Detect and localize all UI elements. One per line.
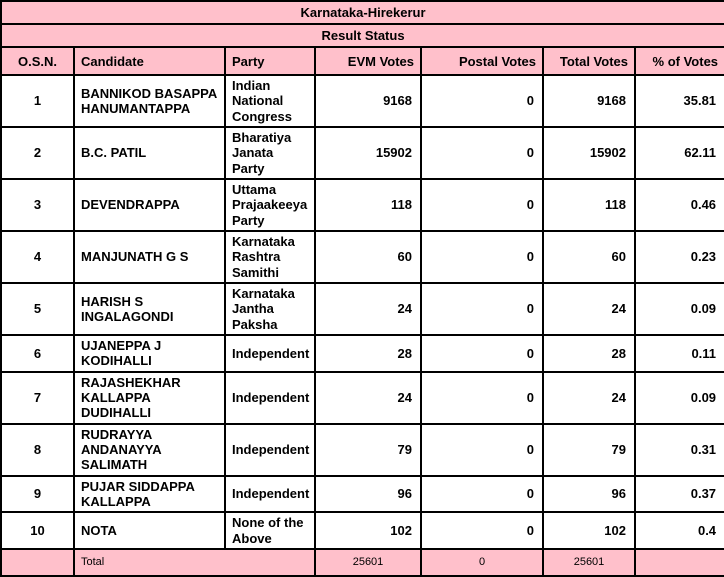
party-cell: Karnataka Rashtra Samithi: [225, 231, 315, 283]
total-votes-cell: 9168: [543, 75, 635, 127]
postal-votes-cell: 0: [421, 512, 543, 549]
postal-votes-cell: 0: [421, 372, 543, 424]
header-party: Party: [225, 47, 315, 75]
result-status-label: Result Status: [1, 24, 724, 47]
constituency-title: Karnataka-Hirekerur: [1, 1, 724, 24]
osn-cell: 5: [1, 283, 74, 335]
postal-votes-cell: 0: [421, 179, 543, 231]
candidate-cell: B.C. PATIL: [74, 127, 225, 179]
party-cell: Indian National Congress: [225, 75, 315, 127]
pct-votes-cell: 0.46: [635, 179, 724, 231]
osn-cell: 9: [1, 476, 74, 513]
osn-cell: 3: [1, 179, 74, 231]
total-evm-votes-cell: 25601: [315, 549, 421, 576]
osn-cell: 6: [1, 335, 74, 372]
evm-votes-cell: 79: [315, 424, 421, 476]
osn-cell: 8: [1, 424, 74, 476]
postal-votes-cell: 0: [421, 75, 543, 127]
pct-votes-cell: 35.81: [635, 75, 724, 127]
postal-votes-cell: 0: [421, 127, 543, 179]
evm-votes-cell: 118: [315, 179, 421, 231]
party-cell: Karnataka Jantha Paksha: [225, 283, 315, 335]
header-candidate: Candidate: [74, 47, 225, 75]
table-row: [1, 335, 724, 372]
postal-votes-cell: 0: [421, 231, 543, 283]
table-row: [1, 75, 724, 127]
total-votes-cell: 28: [543, 335, 635, 372]
evm-votes-cell: 60: [315, 231, 421, 283]
osn-cell: 1: [1, 75, 74, 127]
header-osn: O.S.N.: [1, 47, 74, 75]
evm-votes-cell: 96: [315, 476, 421, 513]
osn-cell: 4: [1, 231, 74, 283]
pct-votes-cell: 62.11: [635, 127, 724, 179]
postal-votes-cell: 0: [421, 424, 543, 476]
candidate-cell: MANJUNATH G S: [74, 231, 225, 283]
table-row: [1, 476, 724, 513]
column-header-row: [1, 47, 724, 75]
pct-votes-cell: 0.09: [635, 283, 724, 335]
total-pct-cell: [635, 549, 724, 576]
party-cell: Independent: [225, 476, 315, 513]
header-evm-votes: EVM Votes: [315, 47, 421, 75]
postal-votes-cell: 0: [421, 476, 543, 513]
pct-votes-cell: 0.4: [635, 512, 724, 549]
pct-votes-cell: 0.37: [635, 476, 724, 513]
total-votes-cell: 96: [543, 476, 635, 513]
total-votes-cell: 24: [543, 372, 635, 424]
pct-votes-cell: 0.11: [635, 335, 724, 372]
table-row: [1, 179, 724, 231]
candidate-cell: RUDRAYYA ANDANAYYA SALIMATH: [74, 424, 225, 476]
osn-cell: 10: [1, 512, 74, 549]
total-total-votes-cell: 25601: [543, 549, 635, 576]
evm-votes-cell: 28: [315, 335, 421, 372]
total-row: [1, 549, 724, 576]
total-votes-cell: 102: [543, 512, 635, 549]
evm-votes-cell: 24: [315, 372, 421, 424]
postal-votes-cell: 0: [421, 335, 543, 372]
title-row: [1, 1, 724, 24]
candidate-cell: BANNIKOD BASAPPA HANUMANTAPPA: [74, 75, 225, 127]
table-row: [1, 231, 724, 283]
evm-votes-cell: 102: [315, 512, 421, 549]
candidate-cell: NOTA: [74, 512, 225, 549]
table-row: [1, 424, 724, 476]
total-osn-cell: [1, 549, 74, 576]
osn-cell: 2: [1, 127, 74, 179]
candidate-cell: PUJAR SIDDAPPA KALLAPPA: [74, 476, 225, 513]
status-row: [1, 24, 724, 47]
candidate-cell: HARISH S INGALAGONDI: [74, 283, 225, 335]
header-total-votes: Total Votes: [543, 47, 635, 75]
evm-votes-cell: 24: [315, 283, 421, 335]
party-cell: Independent: [225, 372, 315, 424]
candidate-cell: RAJASHEKHAR KALLAPPA DUDIHALLI: [74, 372, 225, 424]
header-pct-votes: % of Votes: [635, 47, 724, 75]
party-cell: Bharatiya Janata Party: [225, 127, 315, 179]
osn-cell: 7: [1, 372, 74, 424]
table-row: [1, 372, 724, 424]
postal-votes-cell: 0: [421, 283, 543, 335]
party-cell: Uttama Prajaakeeya Party: [225, 179, 315, 231]
party-cell: Independent: [225, 335, 315, 372]
table-row: [1, 127, 724, 179]
total-votes-cell: 15902: [543, 127, 635, 179]
candidate-cell: DEVENDRAPPA: [74, 179, 225, 231]
table-row: [1, 283, 724, 335]
total-postal-votes-cell: 0: [421, 549, 543, 576]
table-row: [1, 512, 724, 549]
pct-votes-cell: 0.23: [635, 231, 724, 283]
total-votes-cell: 79: [543, 424, 635, 476]
party-cell: Independent: [225, 424, 315, 476]
evm-votes-cell: 15902: [315, 127, 421, 179]
total-votes-cell: 24: [543, 283, 635, 335]
candidate-cell: UJANEPPA J KODIHALLI: [74, 335, 225, 372]
party-cell: None of the Above: [225, 512, 315, 549]
evm-votes-cell: 9168: [315, 75, 421, 127]
pct-votes-cell: 0.09: [635, 372, 724, 424]
header-postal-votes: Postal Votes: [421, 47, 543, 75]
total-votes-cell: 60: [543, 231, 635, 283]
total-label-cell: Total: [74, 549, 315, 576]
pct-votes-cell: 0.31: [635, 424, 724, 476]
total-votes-cell: 118: [543, 179, 635, 231]
